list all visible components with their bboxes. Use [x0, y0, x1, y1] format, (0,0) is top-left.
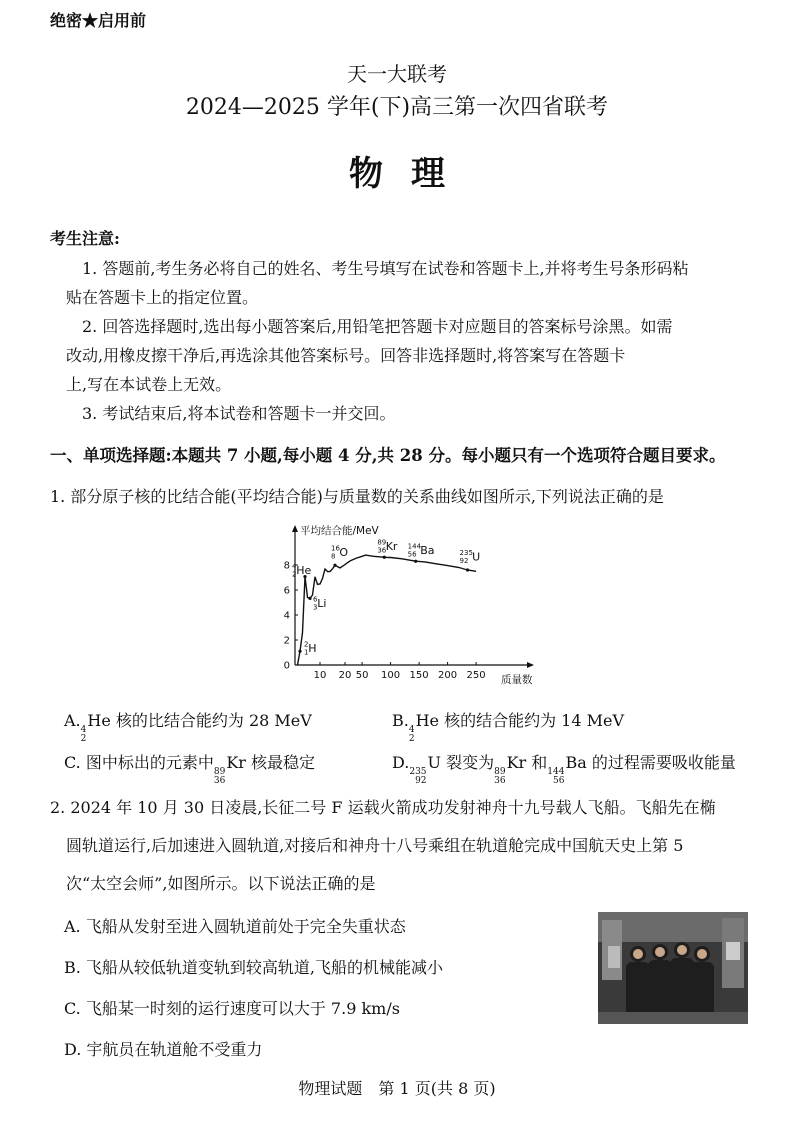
kr-isotope — [214, 768, 225, 786]
q1-option-d — [392, 750, 736, 786]
y-axis-label: 平均结合能/MeV — [300, 525, 379, 537]
isotope-point — [298, 650, 301, 653]
y-tick-label: 6 — [283, 585, 290, 597]
isotope-atomic-number: 8 — [331, 552, 336, 561]
q2-stem-line: 2. 2024 年 10 月 30 日凌晨,长征二号 F 运载火箭成功发射神舟十九号载人飞船。飞船先在椭 — [50, 798, 716, 817]
exam-organizer: 天一大联考 — [347, 62, 447, 86]
exam-title: 2024—2025 学年(下)高三第一次四省联考 — [185, 95, 609, 120]
isotope-symbol: Kr — [385, 539, 398, 553]
binding-energy-chart — [275, 522, 545, 692]
isotope-symbol: Ba — [420, 543, 435, 557]
isotope-atomic-number: 2 — [292, 570, 297, 579]
q2-stem-line: 次“太空会师”,如图所示。以下说法正确的是 — [66, 874, 376, 893]
mass-number: 89 — [494, 767, 506, 777]
isotope-mass-number: 2 — [304, 640, 309, 649]
isotope-atomic-number: 36 — [377, 546, 387, 555]
option-d-text-2: Kr 和 — [506, 753, 548, 772]
isotope-mass-number: 144 — [407, 542, 422, 551]
q2-option-d: D. 宇航员在轨道舱不受重力 — [64, 1040, 263, 1059]
isotope-atomic-number: 3 — [313, 603, 318, 612]
y-tick-label: 0 — [283, 660, 290, 672]
q1-option-b — [392, 708, 624, 744]
option-c-text: Kr 核最稳定 — [226, 753, 316, 772]
atomic-number: 92 — [415, 776, 427, 786]
option-b-prefix: B. — [392, 711, 409, 730]
notice-line: 2. 回答选择题时,选出每小题答案后,用铅笔把答题卡对应题目的答案标号涂黑。如需 — [82, 317, 673, 336]
y-tick-label: 8 — [283, 560, 290, 572]
isotope-mass-number: 16 — [331, 544, 340, 553]
notice-line: 贴在答题卡上的指定位置。 — [66, 288, 259, 307]
binding-energy-curve — [298, 555, 477, 665]
isotope-mass-number: 6 — [313, 595, 318, 604]
notice-line: 1. 答题前,考生务必将自己的姓名、考生号填写在试卷和答题卡上,并将考生号条形码粘 — [82, 259, 689, 278]
notice-line: 3. 考试结束后,将本试卷和答题卡一并交回。 — [82, 404, 396, 423]
section-heading: 一、单项选择题:本题共 7 小题,每小题 4 分,共 28 分。每小题只有一个选项符合题目要求。 — [50, 446, 726, 465]
atomic-number: 56 — [553, 776, 565, 786]
q2-stem-line: 圆轨道运行,后加速进入圆轨道,对接后和神舟十八号乘组在轨道舱完成中国航天史上第 5 — [66, 836, 684, 855]
isotope-point — [414, 560, 417, 563]
option-d-text-1: U 裂变为 — [427, 753, 495, 772]
isotope-point — [333, 564, 336, 567]
isotope-symbol: O — [339, 545, 349, 559]
atomic-number: 36 — [494, 776, 506, 786]
y-tick-label: 4 — [283, 610, 290, 622]
option-a-text: He 核的比结合能约为 28 MeV — [87, 711, 312, 730]
x-tick-label: 100 — [381, 670, 401, 681]
isotope-mass-number: 235 — [459, 549, 473, 557]
isotope-symbol: H — [308, 641, 317, 655]
u-isotope — [409, 768, 426, 786]
x-tick-label: 50 — [355, 670, 369, 681]
mass-number: 4 — [80, 725, 87, 735]
isotope-symbol: Li — [317, 596, 327, 610]
option-a-prefix: A. — [64, 711, 81, 730]
ba-isotope — [547, 768, 564, 786]
option-b-text: He 核的结合能约为 14 MeV — [415, 711, 625, 730]
isotope-atomic-number: 92 — [459, 557, 469, 565]
option-d-text-3: Ba 的过程需要吸收能量 — [565, 753, 736, 772]
x-tick-label: 250 — [466, 670, 486, 681]
page-footer: 物理试题 第 1 页(共 8 页) — [298, 1079, 496, 1098]
he-isotope — [409, 726, 415, 744]
mass-number: 144 — [547, 767, 565, 777]
x-tick-label: 150 — [409, 670, 429, 681]
x-tick-label: 20 — [338, 670, 352, 681]
isotope-symbol: U — [472, 550, 481, 564]
atomic-number: 36 — [213, 776, 226, 786]
atomic-number: 2 — [80, 734, 87, 744]
astronaut-photo — [598, 912, 748, 1024]
option-d-prefix: D. — [392, 753, 410, 772]
isotope-point — [466, 568, 469, 571]
subject-title: 物理 — [349, 154, 473, 194]
y-axis-arrow — [292, 525, 298, 532]
x-axis-arrow — [527, 662, 534, 668]
notice-line: 改动,用橡皮擦干净后,再选涂其他答案标号。回答非选择题时,将答案写在答题卡 — [66, 346, 626, 365]
isotope-atomic-number: 1 — [304, 648, 309, 657]
q1-option-c — [64, 750, 315, 786]
isotope-point — [308, 597, 311, 600]
x-tick-label: 10 — [313, 670, 327, 681]
q2-option-b: B. 飞船从较低轨道变轨到较高轨道,飞船的机械能减小 — [64, 958, 444, 977]
mass-number: 235 — [409, 767, 427, 777]
isotope-mass-number: 89 — [377, 538, 387, 547]
isotope-point — [383, 556, 386, 559]
mass-number: 89 — [213, 767, 226, 777]
confidential-mark: 绝密★启用前 — [50, 11, 147, 30]
q2-option-c: C. 飞船某一时刻的运行速度可以大于 7.9 km/s — [64, 999, 400, 1018]
isotope-atomic-number: 56 — [407, 550, 417, 559]
isotope-mass-number: 4 — [292, 562, 297, 571]
notice-line: 上,写在本试卷上无效。 — [66, 375, 232, 394]
atomic-number: 2 — [408, 734, 415, 744]
q1-option-a — [64, 708, 312, 744]
q2-option-a: A. 飞船从发射至进入圆轨道前处于完全失重状态 — [64, 917, 406, 936]
kr-isotope — [494, 768, 505, 786]
notice-title: 考生注意: — [50, 229, 120, 248]
he-isotope — [81, 726, 87, 744]
y-tick-label: 2 — [283, 635, 290, 647]
x-axis-label: 质量数 — [501, 674, 533, 686]
isotope-symbol: He — [296, 564, 312, 578]
option-c-prefix: C. 图中标出的元素中 — [64, 753, 214, 772]
x-tick-label: 200 — [438, 670, 458, 681]
q1-stem: 1. 部分原子核的比结合能(平均结合能)与质量数的关系曲线如图所示,下列说法正确的是 — [50, 487, 664, 506]
mass-number: 4 — [408, 725, 415, 735]
